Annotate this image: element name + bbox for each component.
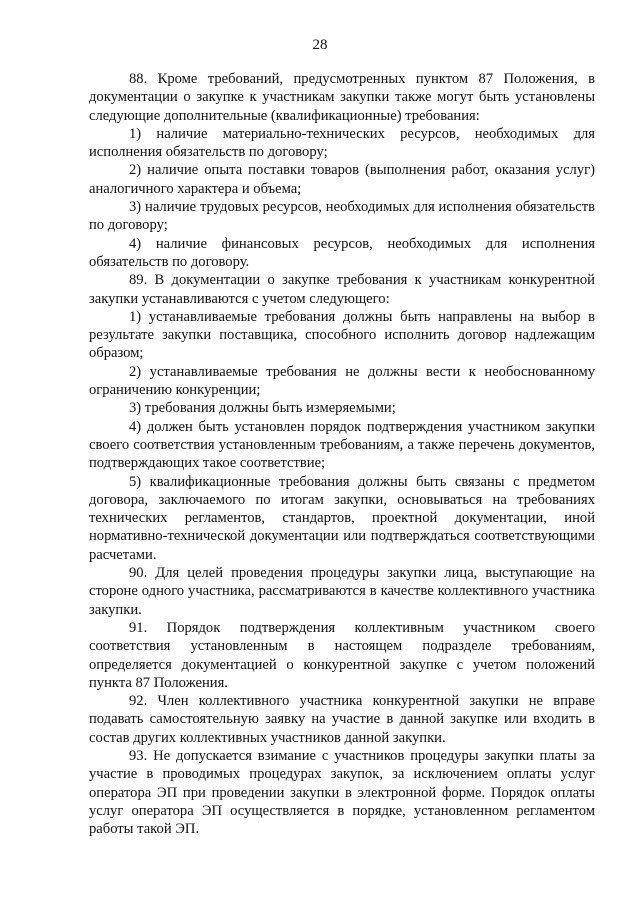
paragraph-91: 91. Порядок подтверждения коллективным участником своего соответствия установленным в настоящем подразделе требованиям, определяется документацией о конкурентной закупке с учетом положений пункта 87 Положения. bbox=[89, 619, 595, 691]
list-item-88-4: 4) наличие финансовых ресурсов, необходимых для исполнения обязательств по договору. bbox=[89, 235, 595, 270]
list-item-89-1: 1) устанавливаемые требования должны быть направлены на выбор в результате закупки поставщика, способного исполнить договор надлежащим образом; bbox=[89, 308, 595, 362]
list-item-88-3: 3) наличие трудовых ресурсов, необходимых для исполнения обязательств по договору; bbox=[89, 199, 595, 234]
paragraph-93: 93. Не допускается взимание с участников процедуры закупки платы за участие в проводимых процедурах закупок, за исключением оплаты услуг оператора ЭП при проведении закупки в электронной форме. Порядок оплаты услуг оператора ЭП осуществляется в порядке, установленном регламентом работы такой ЭП. bbox=[89, 747, 595, 838]
list-item-89-3: 3) требования должны быть измеряемыми; bbox=[129, 400, 396, 417]
list-item-89-4: 4) должен быть установлен порядок подтверждения участником закупки своего соответствия установленным требованиям, а также перечень документов, подтверждающих такое соответствие; bbox=[89, 418, 595, 472]
list-item-88-2: 2) наличие опыта поставки товаров (выполнения работ, оказания услуг) аналогичного характера и объема; bbox=[89, 162, 595, 197]
list-item-89-2: 2) устанавливаемые требования не должны вести к необоснованному ограничению конкуренции; bbox=[89, 363, 595, 399]
list-item-88-1: 1) наличие материально-технических ресурсов, необходимых для исполнения обязательств по договору; bbox=[89, 125, 595, 161]
page-number: 28 bbox=[312, 37, 328, 53]
paragraph-89: 89. В документации о закупке требования к участникам конкурентной закупки устанавливаются с учетом следующего: bbox=[89, 272, 595, 307]
list-item-89-5: 5) квалификационные требования должны быть связаны с предметом договора, заключаемого по итогам закупки, основываться на требованиях технических регламентов, стандартов, проектной документации, иной нормативно-технической документации или подтверждаться соответствующими расчетами. bbox=[89, 473, 595, 563]
paragraph-92: 92. Член коллективного участника конкурентной закупки не вправе подавать самостоятельную заявку на участие в данной закупке или входить в состав других коллективных участников данной закупки. bbox=[89, 693, 595, 746]
document-body bbox=[89, 70, 595, 838]
paragraph-90: 90. Для целей проведения процедуры закупки лица, выступающие на стороне одного участника, рассматриваются в качестве коллективного участника закупки. bbox=[89, 565, 595, 618]
paragraph-88: 88. Кроме требований, предусмотренных пунктом 87 Положения, в документации о закупке к участникам закупки также могут быть установлены следующие дополнительные (квалификационные) требования: bbox=[89, 71, 595, 124]
